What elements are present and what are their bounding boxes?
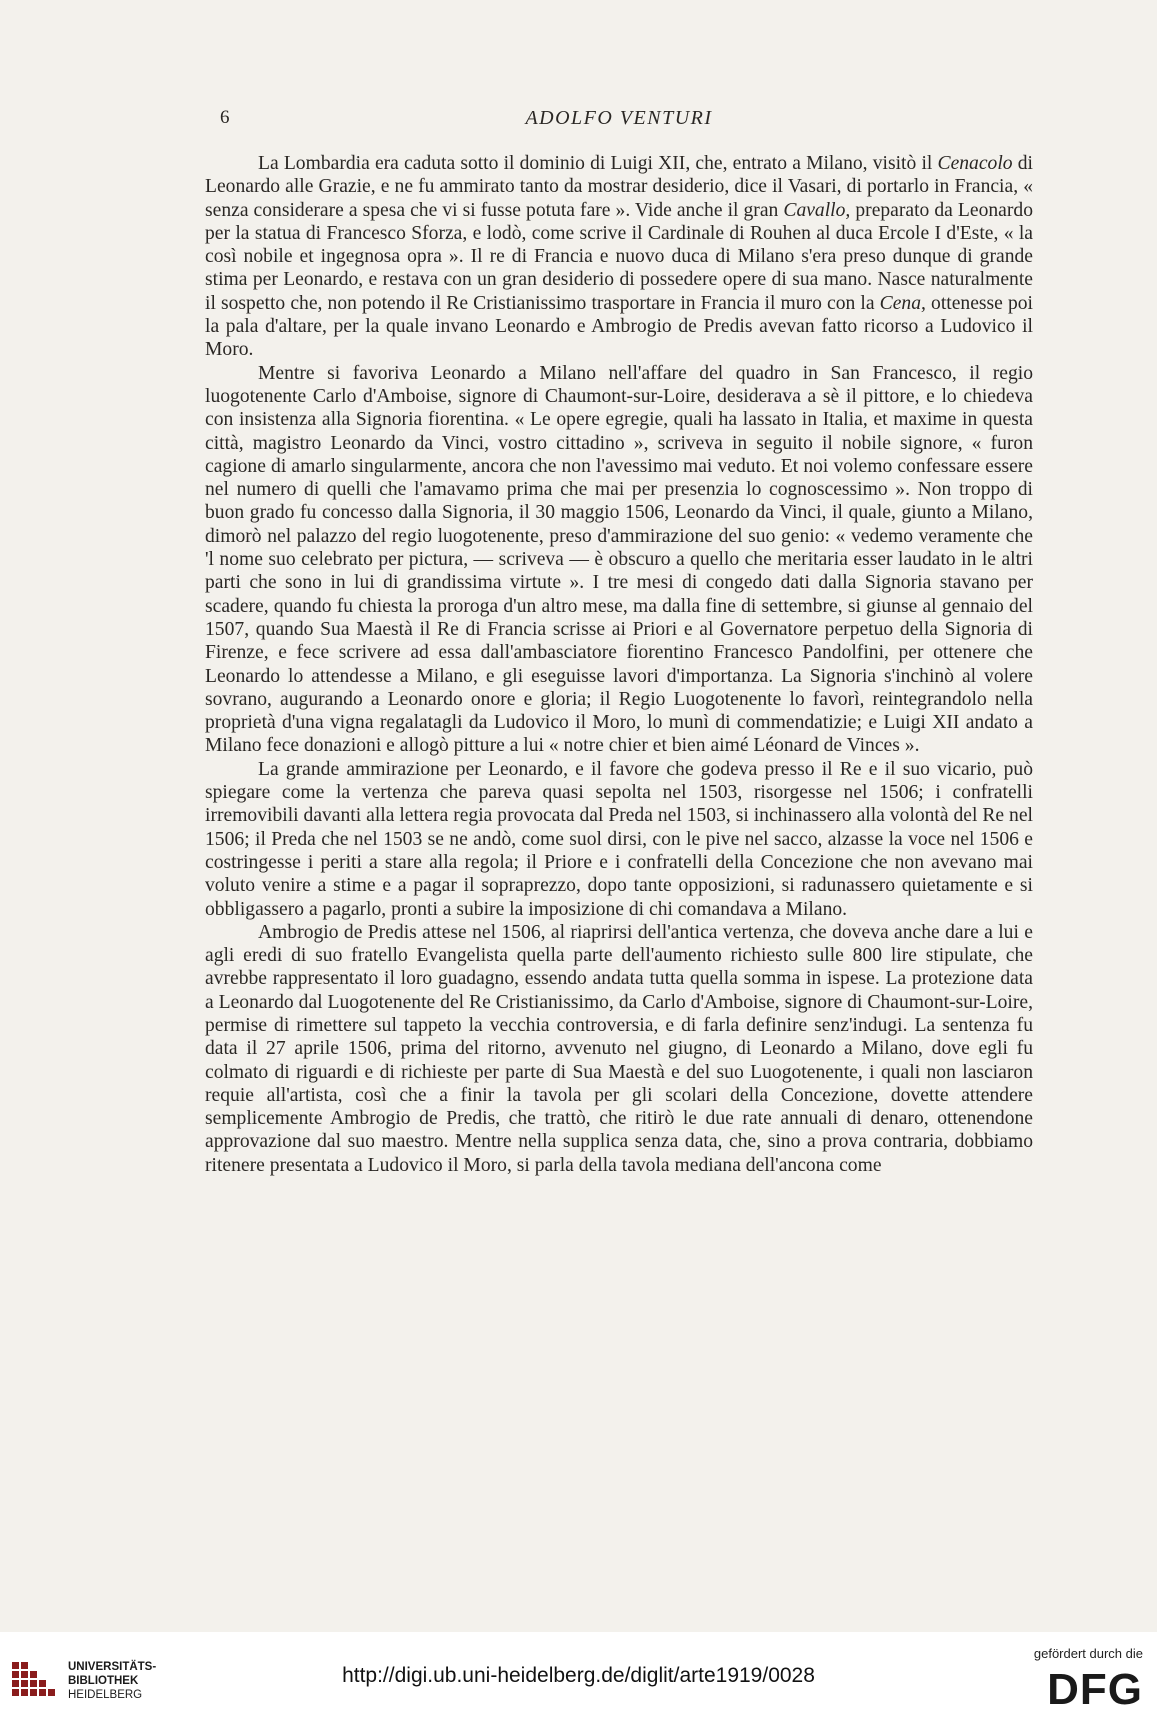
paragraph [205, 921, 1033, 1177]
paragraph [205, 362, 1033, 758]
paragraph-text: ottenesse poi la pala d'altare, per la quale invano Leonardo e Ambrogio de Predis avevan fatto ricorso a Ludovico il Moro. [205, 292, 1033, 361]
sponsor-caption: gefördert durch die [1033, 1646, 1143, 1661]
library-name-line3: HEIDELBERG [68, 1689, 143, 1701]
page-header [205, 107, 1033, 137]
paragraph-text: Ambrogio de Predis attese nel 1506, al riaprirsi dell'antica vertenza, che doveva anche dare a lui e agli eredi di suo fratello Evangelista quella parte dell'aumento richiesto sulle 800 lire stipulate, che avrebbe rappresentato il loro guadagno, essendo andata tutta quella somma in ispese. La protezione data a Leonardo dal Luogotenente del Re Cristianissimo, da Carlo d'Amboise, signore di Chaumont-sur-Loire, permise di rimettere sul tappeto la vecchia controversia, e di farla definire senz'indugi. La sentenza fu data il 27 aprile 1506, prima del ritorno, avvenuto nel giugno, di Leonardo a Milano, dove egli fu colmato di riguardi e di richieste per parte di Sua Maestà e del suo Luogotenente, i quali non lasciaron requie all'artista, così che a finir la tavola per gli scolari della Concezione, dovette attendere semplicemente Ambrogio de Predis, che trattò, che ritirò le due rate annuali di denaro, ottenendone approvazione dal suo maestro. Mentre nella supplica senza data, che, sino a prova contraria, dobbiamo ritenere presentata a Ludovico il Moro, si parla della tavola mediana dell'ancona come [205, 921, 1033, 1176]
body-text [205, 152, 1033, 1177]
paragraph-text: preparato da Leonardo per la statua di Francesco Sforza, e lodò, come scrive il Cardinale di Rouhen al duca Ercole I d'Este, « la così nobile et ingegnosa opra ». Il re di Francia e nuovo duca di Milano s'era preso dunque di grande stima per Leonardo, e restava con un gran desiderio di possedere opere di sua mano. Nasce naturalmente il sospetto che, non potendo il Re Cristianissimo trasportare in Francia il muro con la [205, 199, 1033, 314]
italic-title: Cenacolo [937, 153, 1013, 174]
permalink-url[interactable]: http://digi.ub.uni-heidelberg.de/diglit/arte1919/0028 [342, 1664, 815, 1687]
paragraph [205, 758, 1033, 921]
footer-bar [0, 1632, 1157, 1727]
running-title: ADOLFO VENTURI [525, 107, 713, 129]
library-name-line2: BIBLIOTHEK [68, 1675, 139, 1687]
library-name-line1: UNIVERSITÄTS- [68, 1661, 157, 1673]
paragraph-text: La grande ammirazione per Leonardo, e il favore che godeva presso il Re e il suo vicario, può spiegare come la vertenza che pareva quasi sepolta nel 1503, risorgesse nel 1506; i confratelli irremovibili davanti alla lettera regia provocata dal Preda nel 1503, si inchinassero alla volontà del Re nel 1506; il Preda che nel 1503 se ne andò, come suol dirsi, con le pive nel sacco, alzasse la voce nel 1506 e costringesse i periti a stare alla regola; il Priore e i confratelli della Concezione che non avevano mai voluto venire a stime e a pagar il sopraprezzo, dopo tante opposizioni, si radunassero quietamente e si obbligassero a pagarlo, pronti a subire la imposizione di chi comandava a Milano. [205, 758, 1033, 920]
paragraph-text: Mentre si favoriva Leonardo a Milano nell'affare del quadro in San Francesco, il regio luogotenente Carlo d'Amboise, signore di Chaumont-sur-Loire, desiderava a sè il pittore, e lo chiedeva con insistenza alla Signoria fiorentina. « Le opere egregie, quali ha lassato in Italia, et maxime in questa città, magistro Leonardo da Vinci, vostro cittadino », scriveva in seguito il nobile signore, « furon cagione di amarlo singularmente, ancora che non l'avessimo mai veduto. Et noi volemo confessare essere nel numero di quelli che l'amavamo prima che mai per presenzia lo cognoscessimo ». Non troppo di buon grado fu concesso dalla Signoria, il 30 maggio 1506, Leonardo da Vinci, il quale, giunto a Milano, dimorò nel palazzo del regio luogotenente, preso d'ammirazione del suo genio: « vedemo veramente che 'l nome suo celebrato per pictura, — scriveva — è obscuro a quello che meritaria esser laudato in le altri parti che sono in lui di grandissima virtute ». I tre mesi di congedo dati dalla Signoria stavano per scadere, quando fu chiesta la proroga d'un altro mese, ma dalla fine di settembre, si giunse al gennaio del 1507, quando Sua Maestà il Re di Francia scrisse ai Priori e al Governatore perpetuo della Signoria di Firenze, e fece scrivere ad essa dall'ambasciatore fiorentino Francesco Pandolfini, per ottenere che Leonardo lo attendesse a Milano, e gli eseguisse lavori d'importanza. La Signoria s'inchinò al volere sovrano, augurando a Leonardo onore e gloria; il Regio Luogotenente lo favorì, reintegrandolo nella proprietà d'una vigna regalatagli da Ludovico il Moro, lo munì di commendatizie; e Luigi XII andato a Milano fece donazioni e allogò pitture a lui « notre chier et bien aimé Léonard de Vinces ». [205, 362, 1033, 757]
paragraph [205, 152, 1033, 362]
paragraph-text: La Lombardia era caduta sotto il dominio di Luigi XII, che, entrato a Milano, visitò il [258, 153, 938, 174]
dfg-logo-icon: DFG [1047, 1665, 1143, 1714]
italic-title: Cena, [879, 292, 926, 314]
italic-title: Cavallo, [783, 199, 851, 221]
page-number: 6 [220, 107, 230, 128]
dfg-sponsor-logo[interactable] [1013, 1646, 1143, 1716]
paragraph-text: di Leonardo alle Grazie, e ne fu ammirato tanto da mostrar desiderio, dice il Vasari, di portarlo in Francia, « senza considerare a spesa che vi si fusse potuta fare ». Vide anche il gran [205, 153, 1033, 221]
